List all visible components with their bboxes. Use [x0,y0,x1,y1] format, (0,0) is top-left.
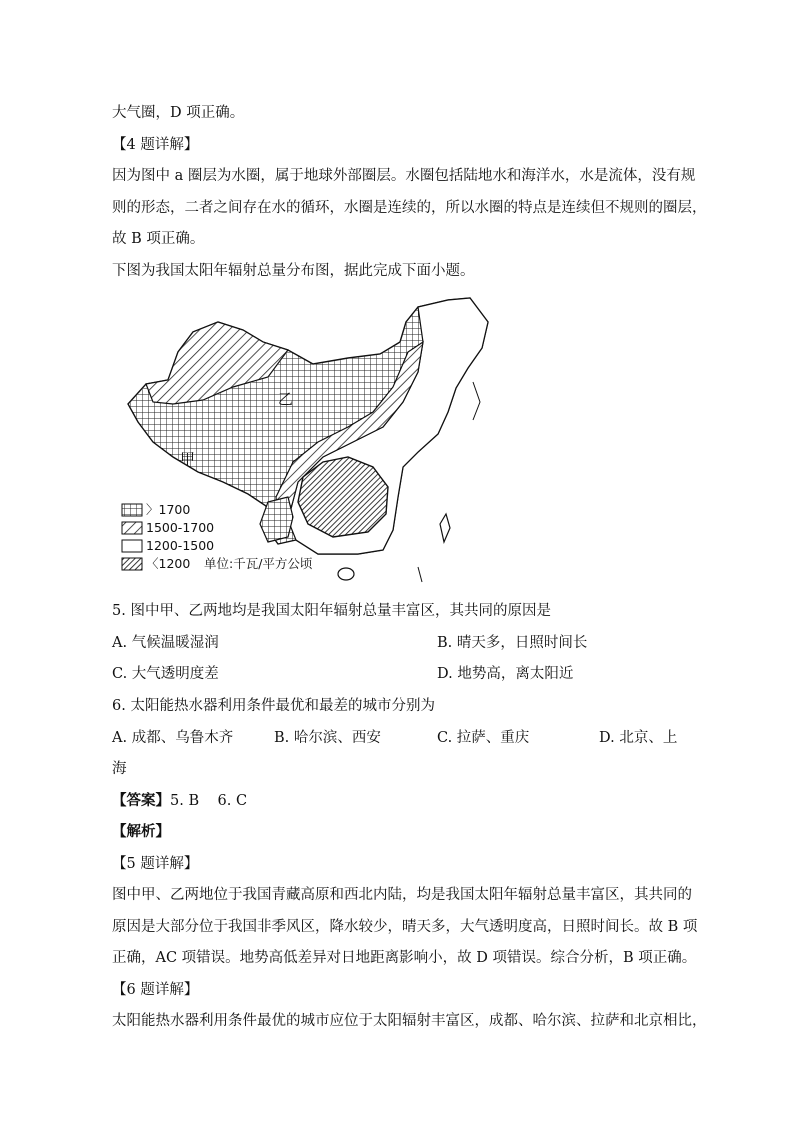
label-yi: 乙 [278,390,294,408]
legend-unit: 单位:千瓦/平方公顷 [204,556,313,571]
legend-swatch-grid [122,504,142,516]
analysis-q5-line-1: 图中甲、乙两地位于我国青藏高原和西北内陆，均是我国太阳年辐射总量丰富区，其共同的 [112,887,692,903]
section-heading-q4: 【4 题详解】 [112,137,199,153]
q5-option-a: A. 气候温暖湿润 [112,635,219,651]
legend-swatch-diag-dense [122,558,142,570]
legend-label-2: 1500-1700 [146,520,215,535]
answer-text: 5. B 6. C [170,793,248,809]
south-sea-marker [418,567,422,582]
legend-label-3: 1200-1500 [146,538,215,553]
q6-option-a: A. 成都、乌鲁木齐 [112,730,234,746]
answer-line [112,791,247,811]
q6-option-c: C. 拉萨、重庆 [437,730,530,746]
section-heading-q5: 【5 题详解】 [112,856,199,872]
q6-option-b: B. 哈尔滨、西安 [274,730,381,746]
analysis-q5-line-2: 原因是大部分位于我国非季风区，降水较少，晴天多，大气透明度高，日照时间长。故 B 项 [112,919,698,935]
analysis-q6-line-1: 太阳能热水器利用条件最优的城市应位于太阳辐射丰富区，成都、哈尔滨、拉萨和北京相比， [112,1013,707,1029]
q6-option-d-cont: 海 [112,761,127,777]
line-3: 因为图中 a 圈层为水圈，属于地球外部圈层。水圈包括陆地水和海洋水，水是流体，没有规 [112,168,696,184]
analysis-label: 【解析】 [112,823,170,840]
hainan-island [338,568,354,580]
q6-option-d: D. 北京、上 [599,730,678,746]
taiwan-island [440,514,450,542]
line-5: 故 B 项正确。 [112,231,205,247]
section-heading-q6: 【6 题详解】 [112,982,199,998]
legend-swatch-blank [122,540,142,552]
solar-radiation-map [118,292,498,584]
q5-option-c: C. 大气透明度差 [112,666,219,682]
korea-coast [473,382,480,420]
q5-option-d: D. 地势高，离太阳近 [437,666,574,682]
analysis-q5-line-3: 正确，AC 项错误。地势高低差异对日地距离影响小，故 D 项错误。综合分析，B 项正确。 [112,950,697,966]
line-4: 则的形态，二者之间存在水的循环，水圈是连续的，所以水圈的特点是连续但不规则的圈层， [112,200,707,216]
map-intro: 下图为我国太阳年辐射总量分布图，据此完成下面小题。 [112,263,475,279]
answer-label: 【答案】 [112,792,170,809]
legend-label-1: 〉1700 [146,502,191,517]
q5-stem: 5. 图中甲、乙两地均是我国太阳年辐射总量丰富区，其共同的原因是 [112,603,551,619]
legend-label-4: 〈1200 [146,556,191,571]
q5-option-b: B. 晴天多，日照时间长 [437,635,588,651]
legend-swatch-diag-wide [122,522,142,534]
label-jia: 甲 [180,450,196,468]
q6-stem: 6. 太阳能热水器利用条件最优和最差的城市分别为 [112,698,435,714]
line-1: 大气圈，D 项正确。 [112,105,245,121]
